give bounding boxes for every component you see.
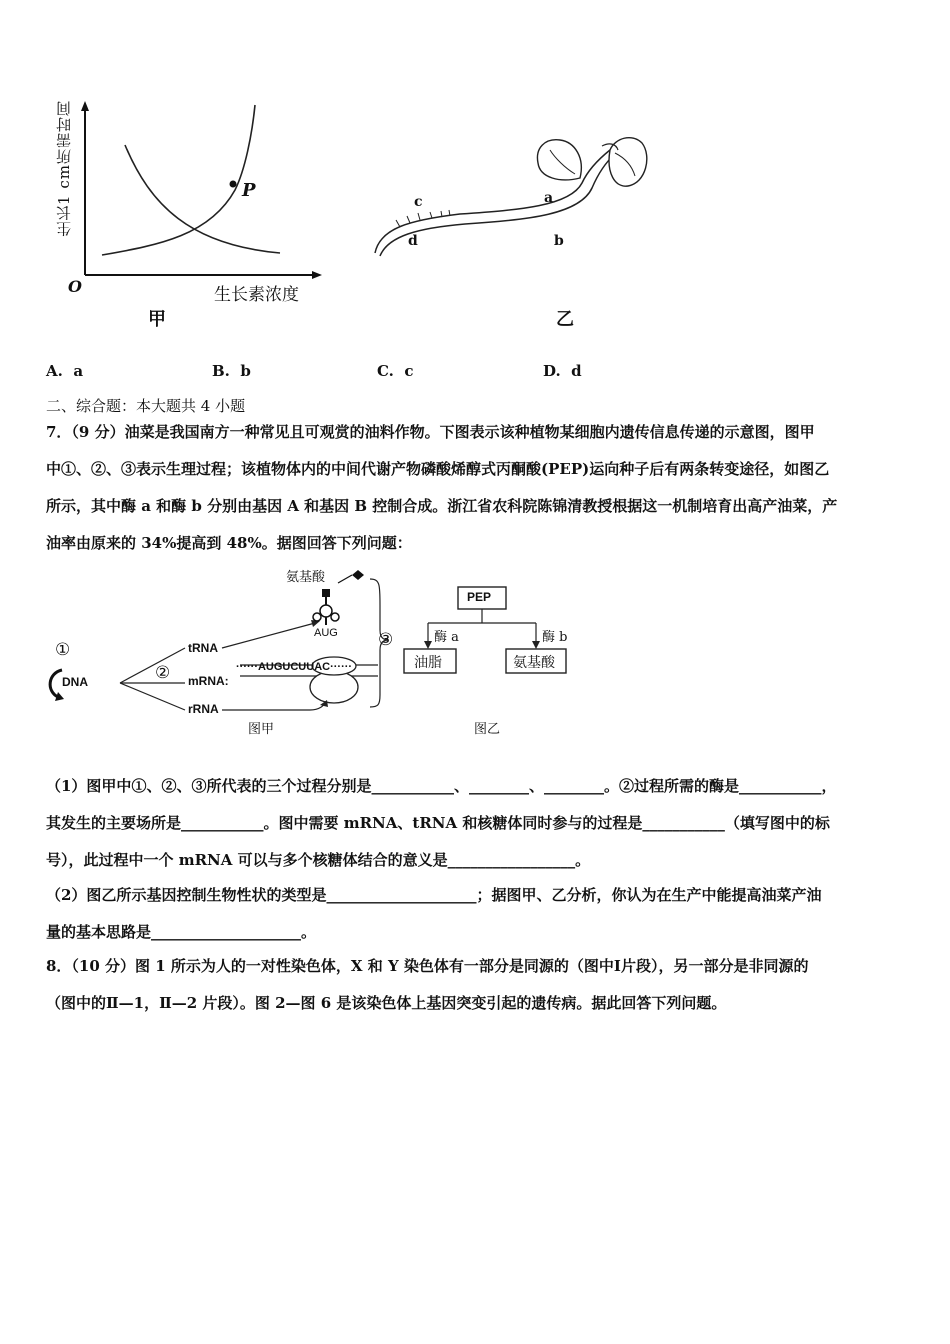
amino-acid-label: 氨基酸: [286, 570, 326, 585]
jia-caption: 甲: [148, 309, 166, 330]
q7-line-1: 7．（9 分）油菜是我国南方一种常见且可观赏的油料作物。下图表示该种植物某细胞内遗传信息传递的示意图，图甲: [46, 423, 815, 441]
mrna-sequence: ······AUGUCUUAC······: [236, 661, 353, 673]
pep-label: PEP: [467, 590, 492, 604]
jia-origin: O: [68, 277, 82, 296]
arrowhead-right: [532, 641, 540, 649]
anticodon-label: AUG: [314, 627, 338, 639]
rrna-arrow: [222, 703, 325, 710]
dna-to-rrna: [120, 683, 185, 710]
dna-to-trna: [120, 648, 185, 683]
q7-line-3: 所示，其中酶 a 和酶 b 分别由基因 A 和基因 B 控制合成。浙江省农科院陈锦清教授根据这一机制培育出高产油菜，产: [46, 497, 838, 515]
mrna-label: mRNA:: [188, 674, 229, 688]
q7-line-2: 中①、②、③表示生理过程；该植物体内的中间代谢产物磷酸烯醇式丙酮酸(PEP)运向种子后有两条转变途径，如图乙: [46, 460, 830, 478]
point-p-dot: [230, 181, 237, 188]
step3-label: ③: [378, 630, 394, 650]
trna-clover: [313, 589, 339, 625]
step1-label: ①: [55, 640, 71, 660]
trna-arrow: [222, 623, 315, 648]
q7-sub-4: （2）图乙所示基因控制生物性状的类型是____________________；据图甲、乙分析，你认为在生产中能提高油菜产油: [46, 886, 822, 904]
yi-label-b: b: [554, 233, 564, 249]
q7-sub-2: 其发生的主要场所是___________。图中需要 mRNA、tRNA 和核糖体同时参与的过程是___________（填写图中的标: [46, 814, 830, 832]
rrna-label: rRNA: [188, 702, 219, 716]
q7-sub-5: 量的基本思路是____________________。: [46, 923, 317, 941]
dna-label: DNA: [62, 675, 88, 689]
product-a-label: 油脂: [414, 655, 442, 671]
rising-curve: [102, 105, 255, 255]
yi-caption: 乙: [556, 309, 574, 330]
option-a[interactable]: A. a: [46, 362, 84, 380]
jia-xlabel: 生长素浓度: [214, 285, 299, 305]
section-title: 二、综合题：本大题共 4 小题: [46, 397, 246, 415]
product-b-label: 氨基酸: [513, 655, 555, 671]
option-b[interactable]: B. b: [212, 362, 251, 380]
trna-label: tRNA: [188, 641, 218, 655]
q7-sub-3: 号），此过程中一个 mRNA 可以与多个核糖体结合的意义是_________________。: [46, 851, 591, 869]
amino-arrow: [338, 575, 352, 583]
jia-point-label: P: [242, 180, 256, 201]
q7-sub-1: （1）图甲中①、②、③所代表的三个过程分别是___________、________、________。②过程所需的酶是___________，: [46, 777, 837, 795]
step2-label: ②: [155, 663, 171, 683]
diagram-yi-caption: 图乙: [474, 722, 501, 737]
amino-diamond: [352, 570, 364, 580]
x-axis-arrow: [312, 271, 322, 279]
y-axis-arrow: [81, 101, 89, 111]
enzyme-b-label: 酶 b: [542, 630, 568, 645]
diagram-jia: [40, 565, 390, 745]
q7-line-4: 油率由原来的 34%提高到 48%。据图回答下列问题：: [46, 534, 412, 552]
diagram-jia-caption: 图甲: [248, 722, 275, 737]
enzyme-a-label: 酶 a: [434, 630, 459, 645]
yi-label-c: c: [414, 194, 423, 210]
option-d[interactable]: D. d: [543, 362, 582, 380]
yi-label-a: a: [544, 190, 554, 206]
yi-label-d: d: [408, 233, 418, 249]
jia-ylabel: 生长1 cm所需时间: [55, 100, 73, 237]
q8-line-2: （图中的Ⅱ—1，Ⅱ—2 片段）。图 2—图 6 是该染色体上基因突变引起的遗传病。据此回答下列问题。: [46, 994, 727, 1012]
replication-arrow: [50, 670, 62, 697]
arrowhead-left: [424, 641, 432, 649]
falling-curve: [125, 145, 280, 253]
q8-line-1: 8．（10 分）图 1 所示为人的一对性染色体，X 和 Y 染色体有一部分是同源的（图中Ⅰ片段），另一部分是非同源的: [46, 957, 809, 975]
option-c[interactable]: C. c: [377, 362, 414, 380]
ribosome-large: [310, 671, 358, 703]
